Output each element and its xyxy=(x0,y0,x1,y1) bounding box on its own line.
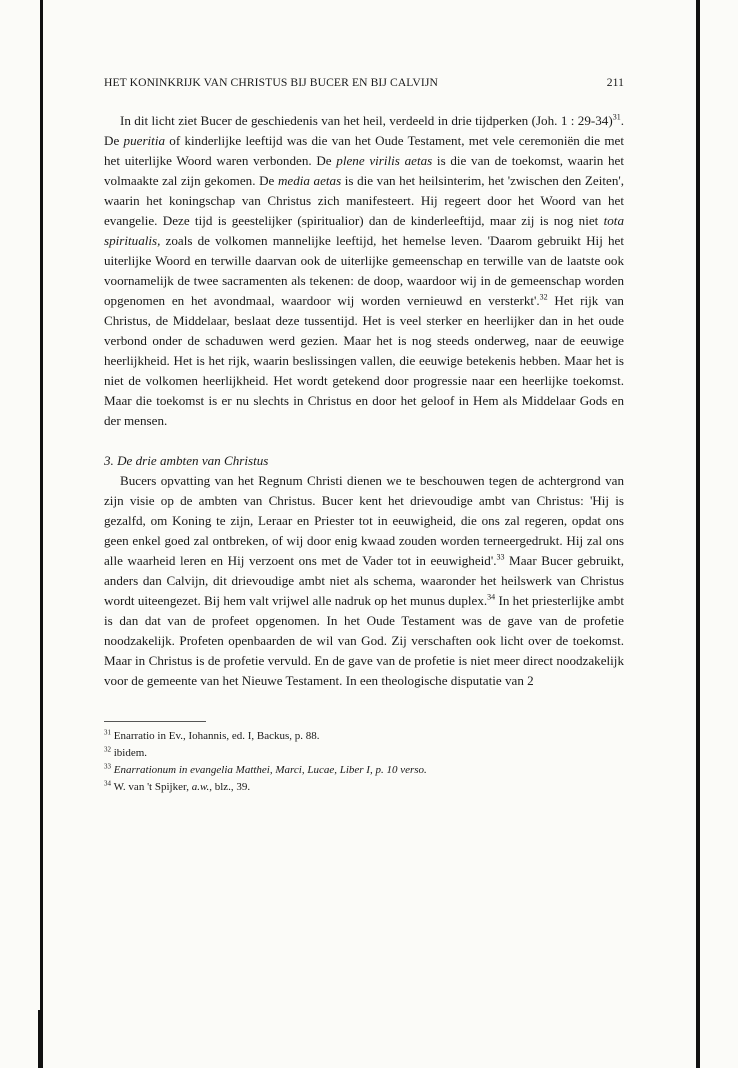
paragraph-2 xyxy=(104,471,624,691)
footnote-text: ibidem. xyxy=(113,747,148,759)
footnote-ref-32[interactable]: 32 xyxy=(539,292,548,302)
footnotes xyxy=(104,728,624,796)
footnote-text: Enarrationum in evangelia Matthei, Marci, Lucae, Liber I, p. 10 verso. xyxy=(113,764,427,776)
footnote-number: 34 xyxy=(104,779,111,788)
term-tota-spiritualis: tota spiritualis, xyxy=(104,213,624,248)
text-run: . De xyxy=(104,113,624,148)
footnote-ref-33[interactable]: 33 xyxy=(496,552,505,562)
term-plene-virilis-aetas: plene virilis aetas xyxy=(336,153,433,168)
text-run: is die van het heilsinterim, het 'zwischen den Zeiten', waarin het koningschap van Christus zich manifesteert. Hij regeert door het Woord van het evangelie. Deze tijd is geestelijker (spiritualior) dan de kinderleeftijd, maar zij is nog niet xyxy=(104,173,624,228)
text-run: Het rijk van Christus, de Middelaar, beslaat deze tussentijd. Het is veel sterker en heerlijker dan in het oude verbond onder de schaduwen werd gezien. Maar het is nog steeds onderweg, naar de eeuwige heerlijkheid. Het is het rijk, waarin beslissingen vallen, die eeuwige betekenis hebben. Maar het is niet de volkomen heerlijkheid. Het wordt getekend door progressie naar een heerlijke toekomst. Maar die toekomst is er nu slechts in Christus en door het geloof in Hem als Middelaar Gods en der mensen. xyxy=(104,293,624,428)
running-header xyxy=(104,76,624,89)
book-page xyxy=(104,76,624,796)
footnote-text: Enarratio in Ev., Iohannis, ed. I, Backus, p. 88. xyxy=(113,730,320,742)
section-heading: 3. De drie ambten van Christus xyxy=(104,453,269,468)
term-pueritia: pueritia xyxy=(123,133,166,148)
page-binding-left-edge xyxy=(40,0,43,1068)
footnote-text: W. van 't Spijker, xyxy=(113,781,192,793)
text-run: is die van de toekomst, waarin het volmaakte zal zijn gekomen. De xyxy=(104,153,624,188)
text-run: In het priesterlijke ambt is dan dat van de profeet opgenomen. In het Oude Testament was de gave van de profetie noodzakelijk. Profeten openbaarden de wil van God. Zij verschaften ook licht over de toekomst. Maar in Christus is de profetie vervuld. En de gave van de profetie is niet meer direct noodzakelijk voor de gemeente van het Nieuwe Testament. In een theologische disputatie van 2 xyxy=(104,593,624,688)
term-media-aetas: media aetas xyxy=(277,173,342,188)
scan-margin-mark xyxy=(38,1010,43,1068)
footnote-ref-31[interactable]: 31 xyxy=(612,112,621,122)
paragraph-1 xyxy=(104,111,624,431)
footnote-number: 31 xyxy=(104,728,111,737)
footnote-ref-34[interactable]: 34 xyxy=(487,592,496,602)
page-binding-right-edge xyxy=(696,0,700,1068)
footnote-32 xyxy=(104,745,624,762)
footnote-number: 33 xyxy=(104,762,111,771)
page-number: 211 xyxy=(606,76,624,89)
body-text xyxy=(104,111,624,691)
footnote-34 xyxy=(104,779,624,796)
footnote-divider xyxy=(104,721,206,722)
running-header-title: HET KONINKRIJK VAN CHRISTUS BIJ BUCER EN BIJ CALVIJN xyxy=(104,76,438,89)
footnote-31 xyxy=(104,728,624,745)
text-run: of kinderlijke leeftijd was die van het Oude Testament, met vele ceremoniën die met het uiterlijke Woord waren verbonden. De xyxy=(104,133,624,168)
text-run: zoals de volkomen mannelijke leeftijd, het hemelse leven. 'Daarom gebruikt Hij het uiterlijke Woord en terwille daarvan ook de uiterlijke gemeenschap en terwille van de laatste ook voornamelijk de twee sacramenten als tekenen: de doop, waardoor wij in de gemeenschap worden opgenomen en het avondmaal, waardoor wij worden vernieuwd en versterkt'. xyxy=(104,233,624,308)
text-run: In dit licht ziet Bucer de geschiedenis van het heil, verdeeld in drie tijdperken (Joh. 1 : 29-34) xyxy=(120,113,613,128)
text-run: Bucers opvatting van het Regnum Christi dienen we te beschouwen tegen de achtergrond van zijn visie op de ambten van Christus. Bucer kent het drievoudige ambt van Christus: 'Hij is gezalfd, om Koning te zijn, Leraar en Priester tot in eeuwigheid, die ons zal regeren, opdat ons geen enkel goed zal ontbreken, of wij door enig kwaad zouden worden terneergedrukt. Hij zal ons alle waarheid leren en Hij verzoent ons met de Vader tot in eeuwigheid'. xyxy=(104,473,624,568)
footnote-33 xyxy=(104,762,624,779)
footnote-text: , blz., 39. xyxy=(209,781,251,793)
text-run: Maar Bucer gebruikt, anders dan Calvijn, dit drievoudige ambt niet als schema, waaronder het heilswerk van Christus wordt uiteengezet. Bij hem valt vrijwel alle nadruk op het munus duplex. xyxy=(104,553,624,608)
footnote-number: 32 xyxy=(104,745,111,754)
footnote-text-italic: a.w. xyxy=(191,781,210,793)
